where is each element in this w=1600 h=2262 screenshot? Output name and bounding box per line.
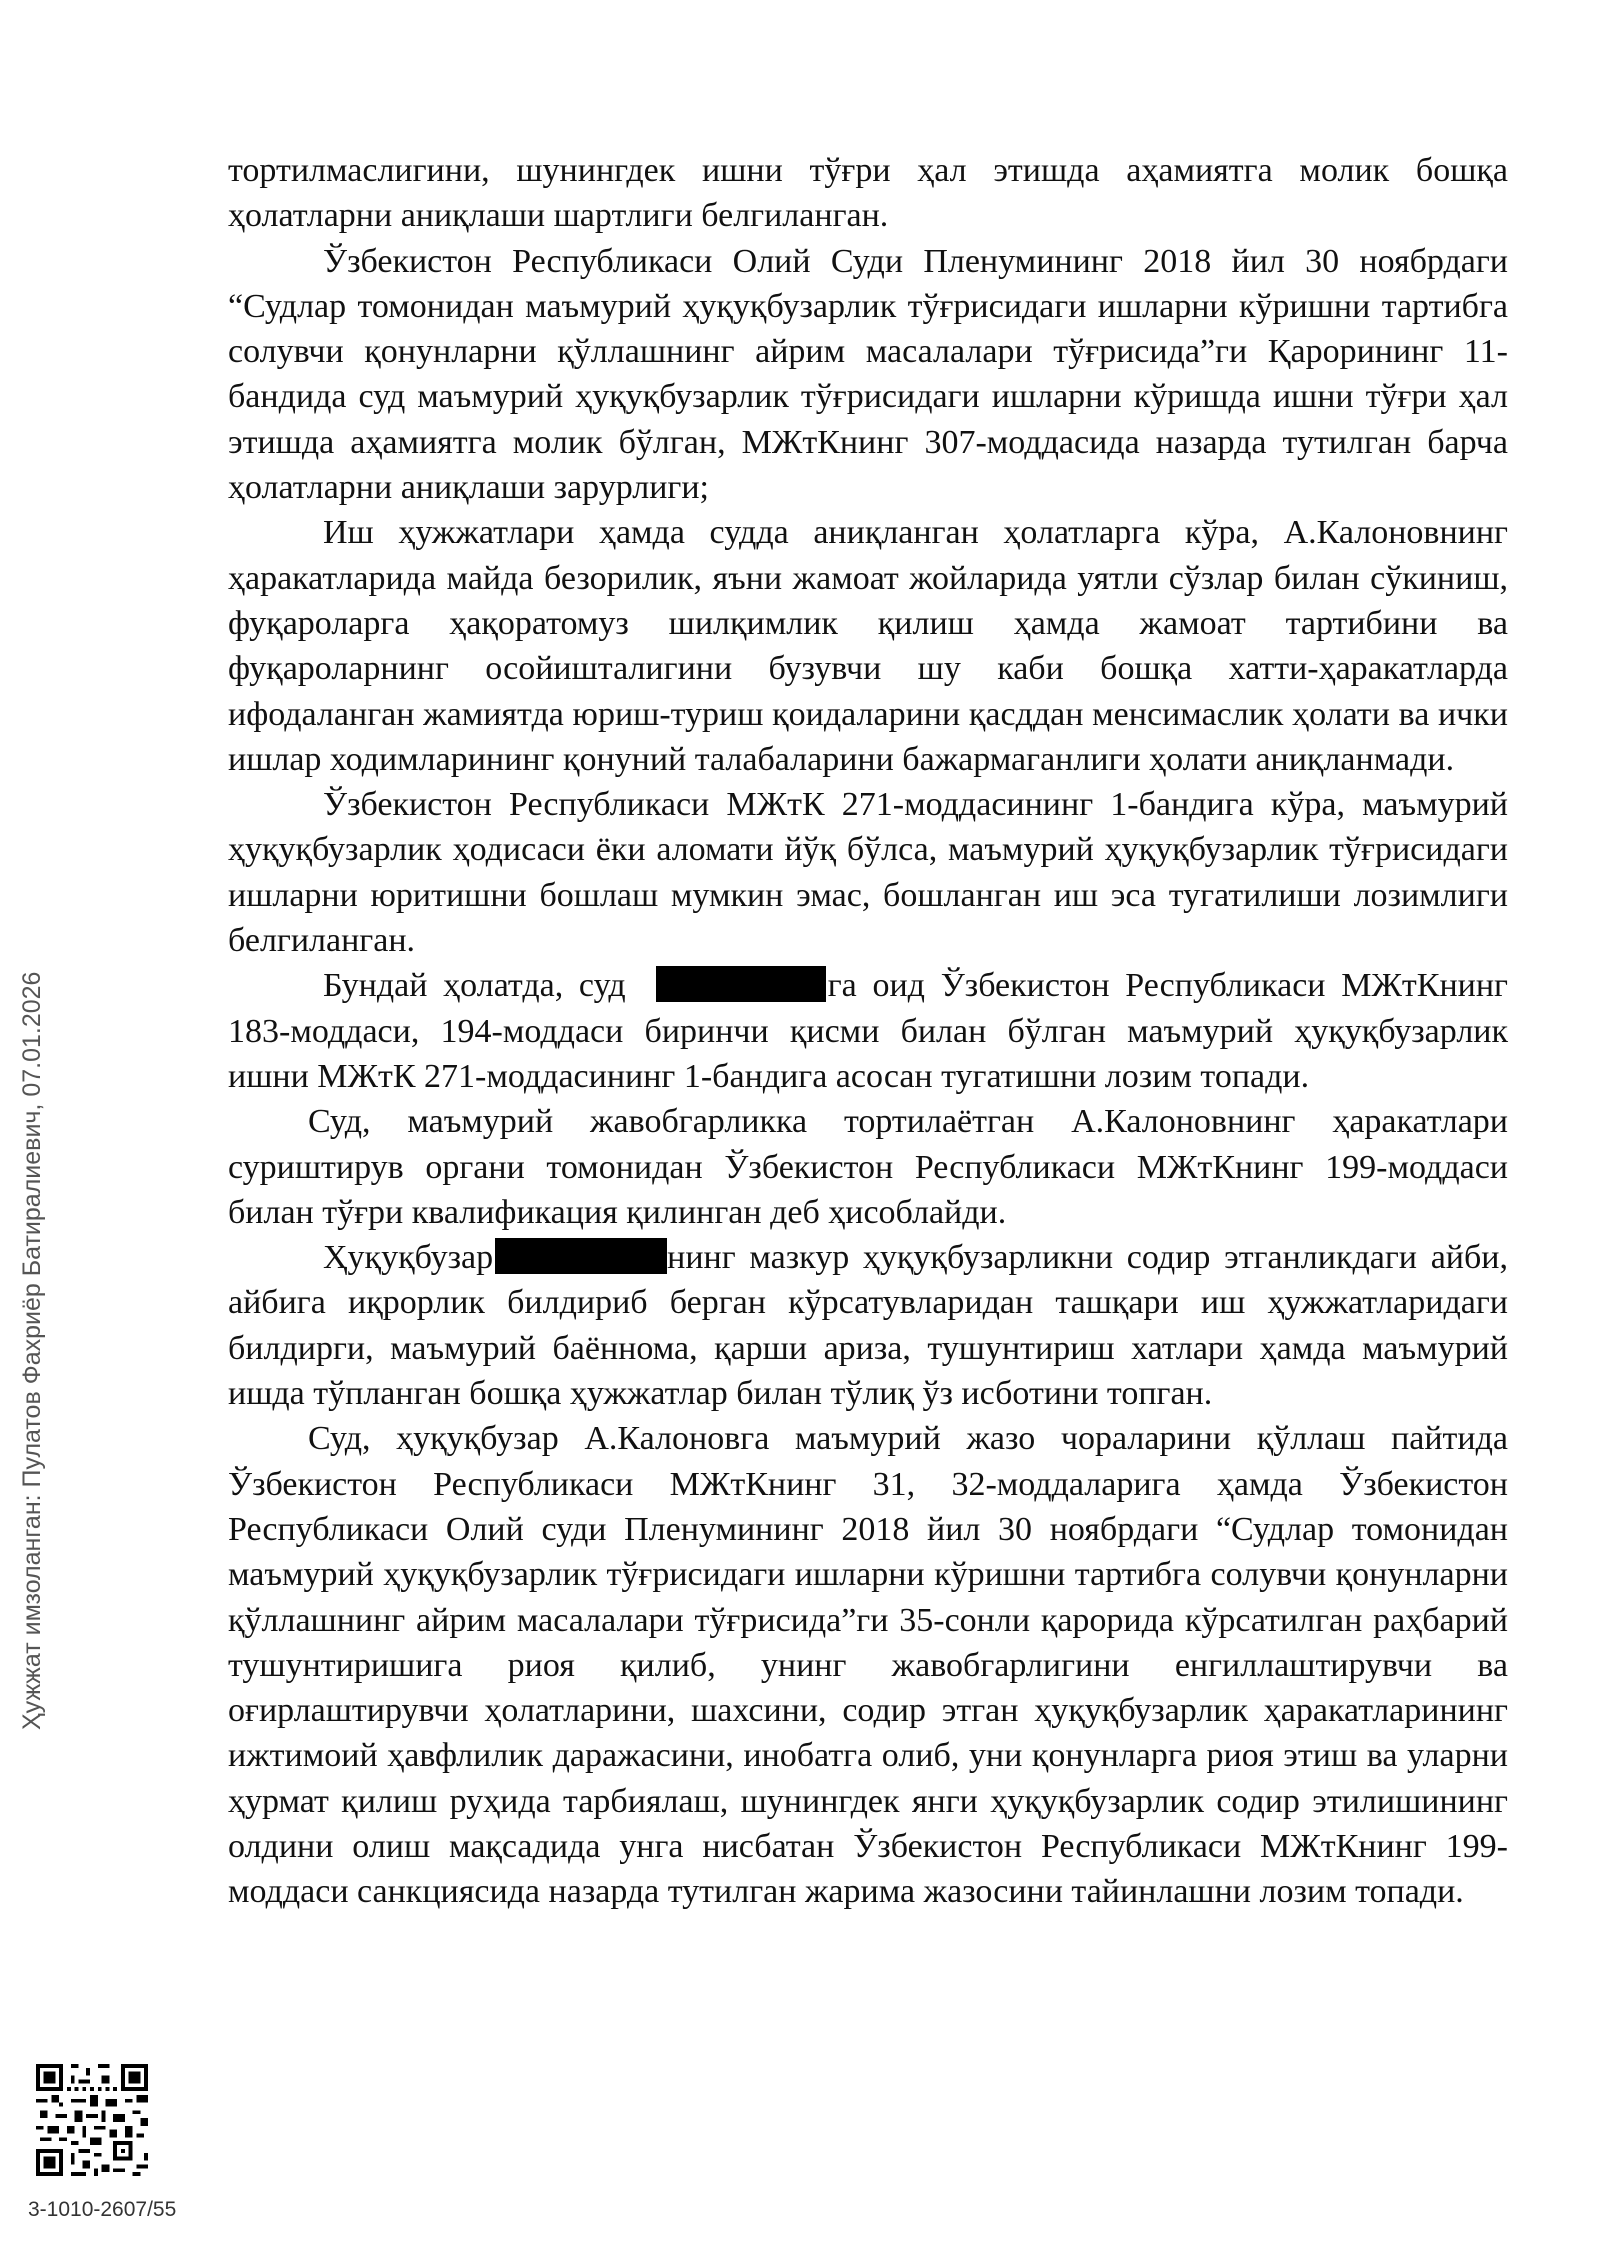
redaction-box bbox=[656, 966, 826, 1002]
qualification-text: Суд, маъмурий жавобгарликка тортилаётган А.Калоновнинг ҳаракатлари суриштирув органи томонидан Ўзбекистон Республикаси МЖтКнинг 199-моддаси билан тўғри квалификация қилинган деб ҳисоблайди. bbox=[228, 1103, 1508, 1231]
paragraph-article-271: Ўзбекистон Республикаси МЖтК 271-моддасининг 1-бандига кўра, маъмурий ҳуқуқбузарлик ҳодисаси ёки аломати йўқ бўлса, маъмурий ҳуқуқбузарлик тўғрисидаги ишларни юритишни бошлаш мумкин эмас, бошланган иш эса тугатилиши лозимлиги белгиланган. bbox=[228, 786, 1508, 960]
paragraph-termination bbox=[228, 963, 1508, 1099]
qr-code-icon bbox=[36, 2064, 148, 2176]
paragraph-qualification bbox=[228, 1099, 1508, 1235]
paragraph-penalty: Суд, ҳуқуқбузар А.Калоновга маъмурий жазо чораларини қўллаш пайтида Ўзбекистон Республикаси МЖтКнинг 31, 32-моддаларига ҳамда Ўзбекистон Республикаси Олий суди Пленумининг 2018 йил 30 ноябрдаги “Судлар томонидан маъмурий ҳуқуқбузарлик тўғрисидаги ишларни кўришни тартибга солувчи қонунларни қўллашнинг айрим масалалари тўғрисида”ги 35-сонли қарорида кўрсатилган раҳбарий тушунтиришига риоя қилиб, унинг жавобгарлигини енгиллаштирувчи ва оғирлаштирувчи ҳолатларини, шахсини, содир этган ҳуқуқбузарлик ҳаракатларининг ижтимоий ҳавфлилик даражасини, инобатга олиб, уни қонунларга риоя этиш ва уларни ҳурмат қилиш руҳида тарбиялаш, шунингдек янги ҳуқуқбузарлик содир этилишининг олдини олиш мақсадида унга нисбатан Ўзбекистон Республикаси МЖтКнинг 199-моддаси санкциясида назарда тутилган жарима жазосини тайинлашни лозим топади. bbox=[228, 1420, 1508, 1911]
paragraph-case-findings: Иш ҳужжатлари ҳамда судда аниқланган ҳолатларга кўра, А.Калоновнинг ҳаракатларида майда безорилик, яъни жамоат жойларида уятли сўзлар билан сўкиниш, фуқароларга ҳақоратомуз шилқимлик қилиш ҳамда жамоат тартибини ва фуқароларнинг осойишталигини бузувчи шу каби бошқа хатти-ҳаракатларда ифодаланган жамиятда юриш-туриш қоидаларини қасддан менсимаслик ҳолати ва ички ишлар ходимларининг қонуний талабаларини бажармаганлиги ҳолати аниқланмади. bbox=[228, 514, 1508, 778]
paragraph-continuation: тортилмаслигини, шунингдек ишни тўғри ҳал этишда аҳамиятга молик бошқа ҳолатларни аниқлаши шартлиги белгиланган. bbox=[228, 152, 1508, 235]
document-body bbox=[228, 148, 1508, 1915]
signature-note: Ҳужжат имзоланган: Пулатов Фахриёр Батиралиевич, 07.01.2026 bbox=[18, 971, 46, 1730]
guilt-text-end: нинг мазкур ҳуқуқбузарликни содир этганликдаги айби, айбига иқрорлик билдириб берган кўрсатувларидан ташқари иш ҳужжатларидаги билдирги, маъмурий баённома, қарши ариза, тушунтириш хатлари ҳамда маъмурий ишда тўпланган бошқа ҳужжатлар билан тўлиқ ўз исботини топган. bbox=[228, 1239, 1508, 1413]
termination-text-end: га оид Ўзбекистон Республикаси МЖтКнинг 183-моддаси, 194-моддаси биринчи қисми билан бўлган маъмурий ҳуқуқбузарлик ишни МЖтК 271-моддасининг 1-бандига асосан тугатишни лозим топади. bbox=[228, 967, 1508, 1095]
termination-text-start: Бундай ҳолатда, суд bbox=[323, 967, 626, 1005]
document-code: 3-1010-2607/55 bbox=[28, 2198, 177, 2221]
paragraph-guilt-proof bbox=[228, 1235, 1508, 1416]
redaction-box bbox=[495, 1238, 667, 1274]
guilt-text-start: Ҳуқуқбузар bbox=[323, 1239, 494, 1277]
paragraph-plenum-resolution: Ўзбекистон Республикаси Олий Суди Пленумининг 2018 йил 30 ноябрдаги “Судлар томонидан маъмурий ҳуқуқбузарлик тўғрисидаги ишларни кўришни тартибга солувчи қонунларни қўллашнинг айрим масалалари тўғрисида”ги Қарорининг 11-бандида суд маъмурий ҳуқуқбузарлик тўғрисидаги ишларни кўришда ишни тўғри ҳал этишда аҳамиятга молик бўлган, МЖтКнинг 307-моддасида назарда тутилган барча ҳолатларни аниқлаши зарурлиги; bbox=[228, 242, 1508, 507]
